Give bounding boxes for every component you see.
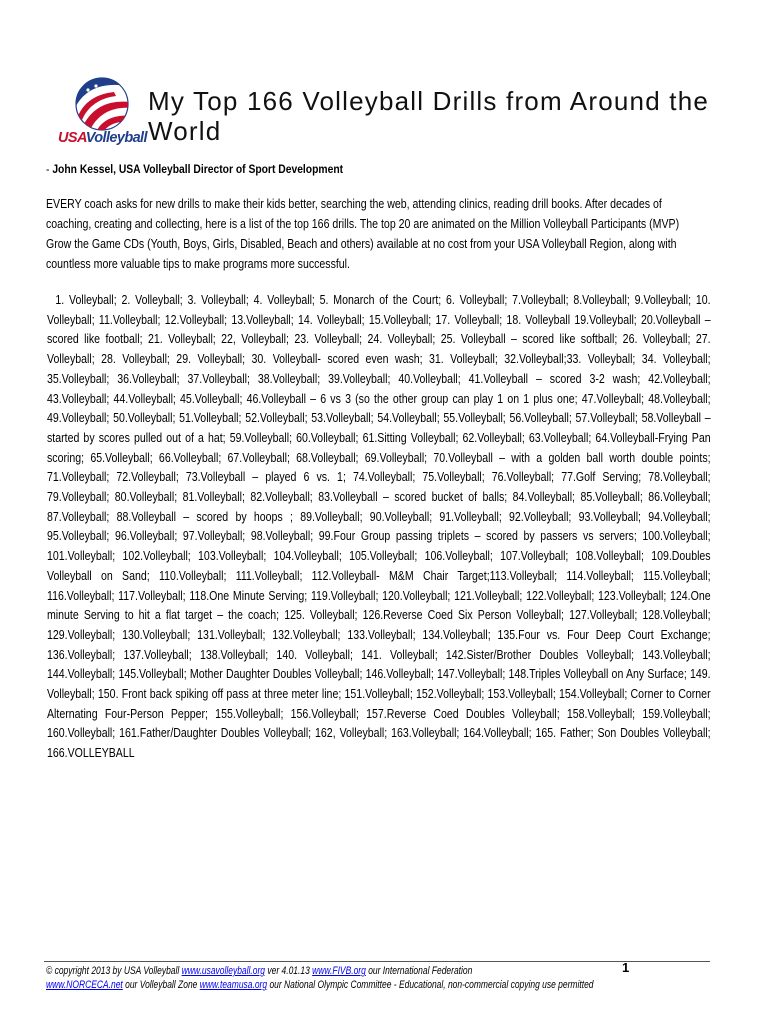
fivb-caption: our International Federation <box>365 965 473 977</box>
footer-line-1 <box>46 964 686 978</box>
copyright-text: © copyright 2013 by USA Volleyball <box>46 965 182 977</box>
footer <box>46 964 686 992</box>
logo-wordmark <box>58 130 150 146</box>
document-title: My Top 166 Volleyball Drills from Around the World <box>148 86 710 146</box>
usa-volleyball-logo <box>58 76 146 152</box>
logo-volleyball-text: Volleyball <box>85 130 147 146</box>
footer-line-2 <box>46 978 686 992</box>
intro-paragraph: EVERY coach asks for new drills to make their kids better, searching the web, attending clinics, reading drill books. After decades of coaching, creating and collecting, here is a list of the top 166 drills. The top 20 are animated on the Million Volleyball Participants (MVP) Grow the Game CDs (Youth, Boys, Girls, Disabled, Beach and others) available at no cost from your USA Volleyball Region, along with countless more valuable tips to make programs more successful. <box>46 197 680 271</box>
norceca-link[interactable]: www.NORCECA.net <box>46 979 123 991</box>
teamusa-link[interactable]: www.teamusa.org <box>199 979 268 991</box>
logo-usa-text: USA <box>58 130 86 146</box>
byline-dash: - <box>46 162 53 176</box>
version-text: ver 4.01.13 <box>265 965 313 977</box>
page-number: 1 <box>622 960 630 975</box>
teamusa-caption: our National Olympic Committee - Educational, non-commercial copying use permitted <box>267 979 594 991</box>
norceca-caption: our Volleyball Zone <box>122 979 200 991</box>
fivb-link[interactable]: www.FIVB.org <box>312 965 366 977</box>
usavolleyball-link[interactable]: www.usavolleyball.org <box>181 965 266 977</box>
byline-text: John Kessel, USA Volleyball Director of Sport Development <box>52 162 344 176</box>
drills-list-paragraph: 1. Volleyball; 2. Volleyball; 3. Volleyball; 4. Volleyball; 5. Monarch of the Court; 6. Volleyball; 7.Volleyball; 8.Volleyball; 9.Volleyball; 10. Volleyball; 11.Volleyball; 12.Volleyball; 13.Volleyball; 14. Volleyball; 15.Volleyball; 17. Volleyball; 18. Volleyball 19.Volleyball; 20.Volleyball – scored like football; 21. Volleyball; 22, Volleyball; 23. Volleyball; 24. Volleyball; 25. Volleyball – scored like softball; 26. Volleyball; 27. Volleyball; 28. Volleyball; 29. Volleyball; 30. Volleyball- scored even wash; 31. Volleyball; 32.Volleyball;33. Volleyball; 34. Volleyball; 35.Volleyball; 36.Volleyball; 37.Volleyball; 38.Volleyball; 39.Volleyball; 40.Volleyball; 41.Volleyball – scored 3-2 wash; 42.Volleyball; 43.Volleyball; 44.Volleyball; 45.Volleyball; 46.Volleyball – 6 vs 3 (so the other group can play 1 on 1 plus one; 47.Volleyball; 48.Volleyball; 49.Volleyball; 50.Volleyball; 51.Volleyball; 52.Volleyball; 53.Volleyball; 54.Volleyball; 55.Volleyball; 56.Volleyball; 57.Volleyball; 58.Volleyball – started by scores pulled out of a hat; 59.Volleyball; 60.Volleyball; 61.Sitting Volleyball; 62.Volleyball; 63.Volleyball; 64.Volleyball-Frying Pan scoring; 65.Volleyball; 66.Volleyball; 67.Volleyball; 68.Volleyball; 69.Volleyball; 70.Volleyball – with a golden ball worth double points; 71.Volleyball; 72.Volleyball; 73.Volleyball – played 6 vs. 1; 74.Volleyball; 75.Volleyball; 76.Volleyball; 77.Golf Serving; 78.Volleyball; 79.Volleyball; 80.Volleyball; 81.Volleyball; 82.Volleyball; 83.Volleyball – scored bucket of balls; 84.Volleyball; 85.Volleyball; 86.Volleyball; 87.Volleyball; 88.Volleyball – scored by hoops ; 89.Volleyball; 90.Volleyball; 91.Volleyball; 92.Volleyball; 93.Volleyball; 94.Volleyball; 95.Volleyball; 96.Volleyball; 97.Volleyball; 98.Volleyball; 99.Four Group passing triplets – scored by passers vs servers; 100.Volleyball; 101.Volleyball; 102.Volleyball; 103.Volleyball; 104.Volleyball; 105.Volleyball; 106.Volleyball; 107.Volleyball; 108.Volleyball; 109.Doubles Volleyball on Sand; 110.Volleyball; 111.Volleyball; 112.Volleyball- M&M Chair Target;113.Volleyball; 114.Volleyball; 115.Volleyball; 116.Volleyball; 117.Volleyball; 118.One Minute Serving; 119.Volleyball; 120.Volleyball; 121.Volleyball; 122.Volleyball; 123.Volleyball; 124.One minute Serving to hit a flat target – the coach; 125. Volleyball; 126.Reverse Coed Six Person Volleyball; 127.Volleyball; 128.Volleyball; 129.Volleyball; 130.Volleyball; 131.Volleyball; 132.Volleyball; 133.Volleyball; 134.Volleyball; 135.Four vs. Four Deep Court Exchange; 136.Volleyball; 137.Volleyball; 138.Volleyball; 140. Volleyball; 141. Volleyball; 142.Sister/Brother Doubles Volleyball; 143.Volleyball; 144.Volleyball; 145.Volleyball; Mother Daughter Doubles Volleyball; 146.Volleyball; 147.Volleyball; 148.Triples Volleyball on Any Surface; 149. Volleyball; 150. Front back spiking off pass at three meter line; 151.Volleyball; 152.Volleyball; 153.Volleyball; 154.Volleyball; Corner to Corner Alternating Four-Person Pepper; 155.Volleyball; 156.Volleyball; 157.Reverse Coed Doubles Volleyball; 158.Volleyball; 159.Volleyball; 160.Volleyball; 161.Father/Daughter Doubles Volleyball; 162, Volleyball; 163.Volleyball; 164.Volleyball; 165. Father; Son Doubles Volleyball; 166.VOLLEYBALL <box>47 293 711 761</box>
volleyball-flag-icon <box>74 76 130 132</box>
author-byline <box>46 162 343 176</box>
footer-divider <box>44 961 710 962</box>
